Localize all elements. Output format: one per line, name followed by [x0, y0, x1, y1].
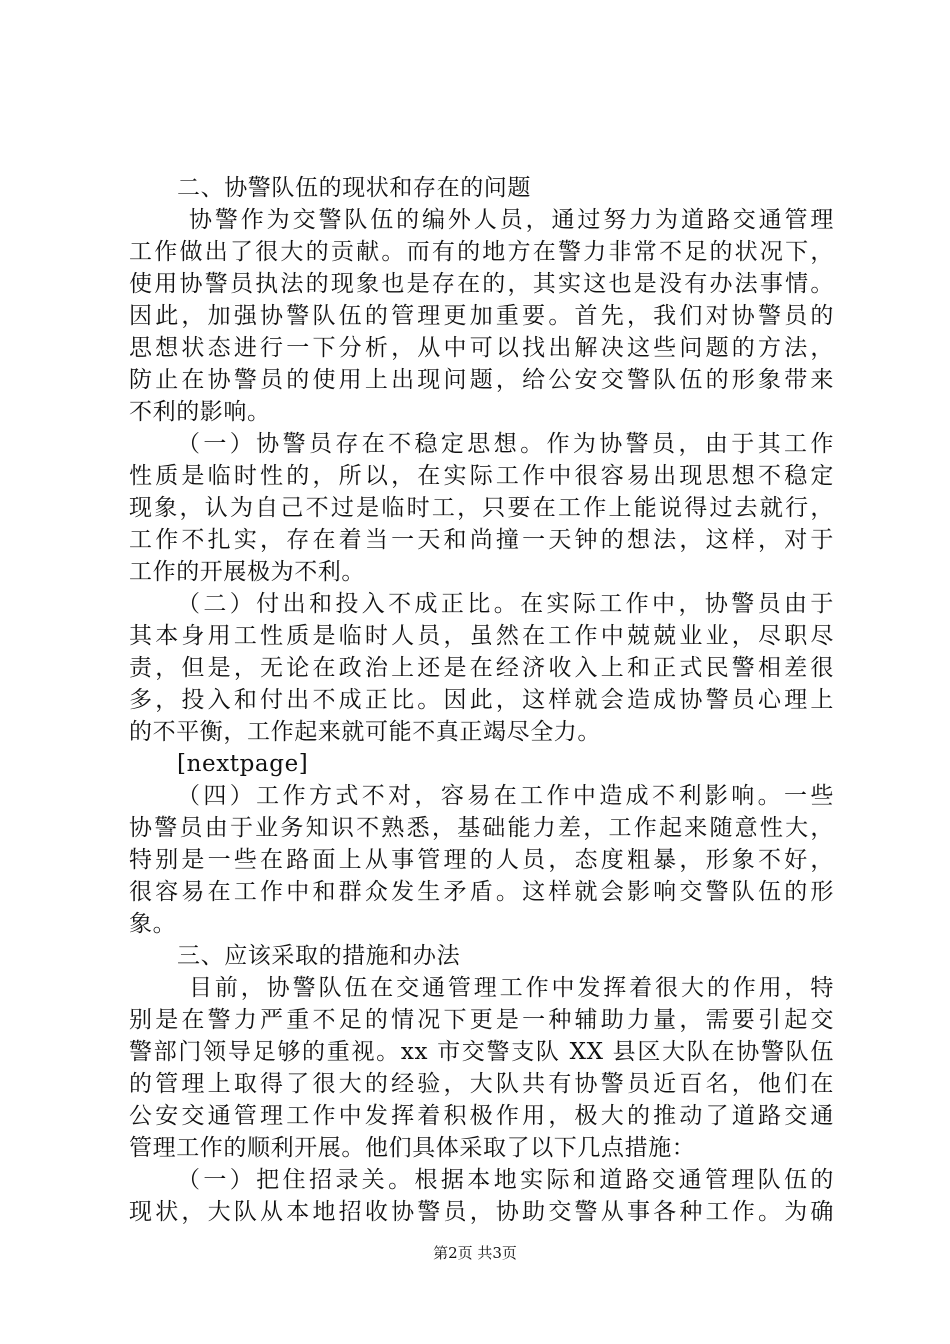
text-line: 使用协警员执法的现象也是存在的，其实这也是没有办法事情。 — [129, 271, 834, 297]
text-line: 公安交通管理工作中发挥着积极作用，极大的推动了道路交通 — [129, 1103, 834, 1129]
text-line: 管理工作的顺利开展。他们具体采取了以下几点措施： — [129, 1135, 696, 1161]
text-line: 工作不扎实，存在着当一天和尚撞一天钟的想法，这样，对于 — [129, 527, 834, 553]
text-line: 的管理上取得了很大的经验，大队共有协警员近百名，他们在 — [129, 1071, 834, 1097]
text-line: 性质是临时性的，所以，在实际工作中很容易出现思想不稳定 — [129, 463, 834, 489]
text-line: 现状，大队从本地招收协警员，协助交警从事各种工作。为确 — [129, 1199, 834, 1225]
text-line: 现象，认为自己不过是临时工，只要在工作上能说得过去就行， — [129, 495, 834, 521]
text-line: 的不平衡，工作起来就可能不真正竭尽全力。 — [129, 719, 601, 745]
text-line: 协警作为交警队伍的编外人员，通过努力为道路交通管理 — [189, 207, 834, 233]
text-line: 协警员由于业务知识不熟悉，基础能力差，工作起来随意性大， — [129, 815, 834, 841]
text-line: （四）工作方式不对，容易在工作中造成不利影响。一些 — [177, 783, 834, 809]
text-line: 工作做出了很大的贡献。而有的地方在警力非常不足的状况下， — [129, 239, 834, 265]
text-line: 很容易在工作中和群众发生矛盾。这样就会影响交警队伍的形 — [129, 879, 834, 905]
text-line: 象。 — [129, 911, 177, 937]
text-line: 警部门领导足够的重视。xx 市交警支队 XX 县区大队在协警队伍 — [129, 1039, 834, 1065]
document-body — [129, 172, 834, 1228]
text-line: 特别是一些在路面上从事管理的人员，态度粗暴，形象不好， — [129, 847, 834, 873]
text-line: 多，投入和付出不成正比。因此，这样就会造成协警员心理上 — [129, 687, 834, 713]
text-line: 其本身用工性质是临时人员，虽然在工作中兢兢业业，尽职尽 — [129, 623, 834, 649]
text-line: 三、应该采取的措施和办法 — [177, 943, 461, 969]
text-line: 防止在协警员的使用上出现问题，给公安交警队伍的形象带来 — [129, 367, 834, 393]
page-footer: 第2页 共3页 — [433, 1244, 517, 1262]
text-line: [nextpage] — [177, 751, 309, 777]
text-line: 别是在警力严重不足的情况下更是一种辅助力量，需要引起交 — [129, 1007, 834, 1033]
text-line: 因此，加强协警队伍的管理更加重要。首先，我们对协警员的 — [129, 303, 834, 329]
text-line: 不利的影响。 — [129, 399, 271, 425]
text-line: 思想状态进行一下分析，从中可以找出解决这些问题的方法， — [129, 335, 834, 361]
text-line: 目前，协警队伍在交通管理工作中发挥着很大的作用，特 — [189, 975, 834, 1001]
text-line: 责，但是，无论在政治上还是在经济收入上和正式民警相差很 — [129, 655, 834, 681]
text-line: （一）协警员存在不稳定思想。作为协警员，由于其工作 — [177, 431, 834, 457]
text-line: （一）把住招录关。根据本地实际和道路交通管理队伍的 — [177, 1167, 834, 1193]
text-line: 二、协警队伍的现状和存在的问题 — [177, 175, 531, 201]
text-line: 工作的开展极为不利。 — [129, 559, 365, 585]
text-line: （二）付出和投入不成正比。在实际工作中，协警员由于 — [177, 591, 834, 617]
